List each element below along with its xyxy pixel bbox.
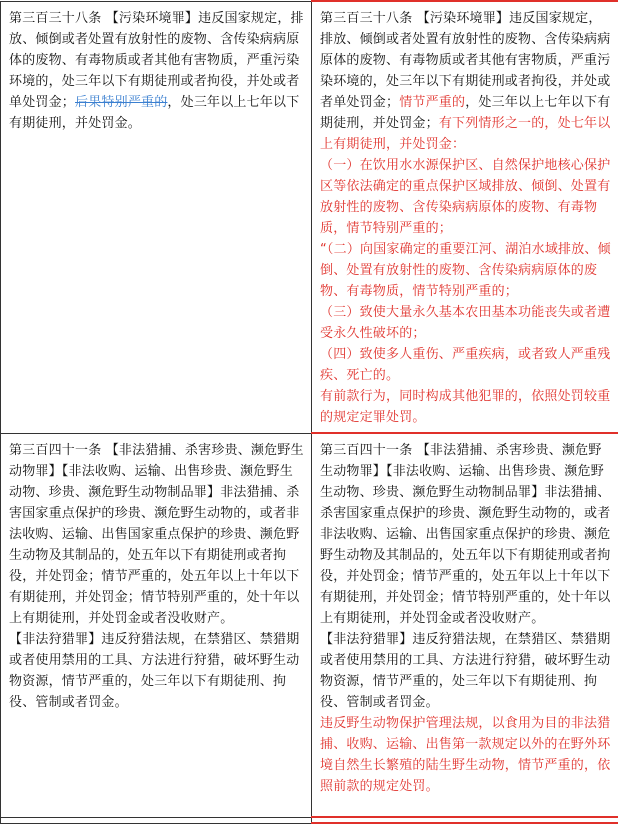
amended-article-338-cell bbox=[312, 1, 618, 433]
item-4: （四）致使多人重伤、严重疾病，或者致人严重残疾、死亡的。 bbox=[320, 344, 614, 386]
table-row bbox=[1, 1, 618, 433]
article-341-added-para3: 违反野生动物保护管理法规，以食用为目的非法猎捕、收购、运输、出售第一款规定以外的在野外环境自然生长繁殖的陆生野生动物，情节严重的，依照前款的规定处罚。 bbox=[320, 713, 614, 797]
article-341-amended-para2: 【非法狩猎罪】违反狩猎法规，在禁猎区、禁猎期或者使用禁用的工具、方法进行狩猎，破坏野生动物资源，情节严重的，处三年以下有期徒刑、拘役、管制或者罚金。 bbox=[320, 629, 614, 713]
item-3: （三）致使大量永久基本农田基本功能丧失或者遭受永久性破坏的； bbox=[320, 302, 614, 344]
empty-cell bbox=[1, 817, 312, 823]
table-row bbox=[1, 433, 618, 817]
item-1: （一）在饮用水水源保护区、自然保护地核心保护区等依法确定的重点保护区域排放、倾倒、处置有放射性的废物、含传染病病原体的废物、有毒物质，情节特别严重的； bbox=[320, 155, 614, 239]
item-2: “（二）向国家确定的重要江河、湖泊水域排放、倾倒、处置有放射性的废物、含传染病病原体的废物、有毒物质，情节特别严重的； bbox=[320, 239, 614, 302]
closing-clause: 有前款行为，同时构成其他犯罪的，依照处罚较重的规定定罪处罚。 bbox=[320, 386, 614, 428]
original-article-341-cell bbox=[1, 433, 312, 817]
original-article-338-cell bbox=[1, 1, 312, 433]
table-row bbox=[1, 817, 618, 823]
article-341-original-para2: 【非法狩猎罪】违反狩猎法规，在禁猎区、禁猎期或者使用禁用的工具、方法进行狩猎，破坏野生动物资源，情节严重的，处三年以下有期徒刑、拘役、管制或者罚金。 bbox=[9, 629, 305, 713]
article-338-original-text: 第三百三十八条 【污染环境罪】违反国家规定，排放、倾倒或者处置有放射性的废物、含传染病病原体的废物、有毒物质或者其他有害物质，严重污染环境的，处三年以下有期徒刑或者拘役，并处或者单处罚金；后果特别严重的，处三年以上七年以下有期徒刑，并处罚金。 bbox=[9, 8, 305, 134]
article-338-amended-text: 第三百三十八条 【污染环境罪】违反国家规定，排放、倾倒或者处置有放射性的废物、含传染病病原体的废物、有毒物质或者其他有害物质，严重污染环境的，处三年以下有期徒刑或者拘役，并处或者单处罚金；情节严重的，处三年以上七年以下有期徒刑，并处罚金；有下列情形之一的，处七年以上有期徒刑，并处罚金： bbox=[320, 8, 614, 155]
article-341-original-para1: 第三百四十一条 【非法猎捕、杀害珍贵、濒危野生动物罪】【非法收购、运输、出售珍贵、濒危野生动物、珍贵、濒危野生动物制品罪】非法猎捕、杀害国家重点保护的珍贵、濒危野生动物的，或者非法收购、运输、出售国家重点保护的珍贵、濒危野生动物及其制品的，处五年以下有期徒刑或者拘役，并处罚金；情节严重的，处五年以上十年以下有期徒刑，并处罚金；情节特别严重的，处十年以上有期徒刑，并处罚金或者没收财产。 bbox=[9, 440, 305, 629]
amended-article-341-cell bbox=[312, 433, 618, 817]
added-text: 有下列情形之一的，处七年以上有期徒刑，并处罚金： bbox=[320, 116, 610, 152]
added-text: 情节严重的 bbox=[399, 95, 465, 110]
deleted-text: 后果特别严重的 bbox=[75, 95, 167, 110]
empty-cell bbox=[312, 817, 618, 823]
article-341-amended-para1: 第三百四十一条 【非法猎捕、杀害珍贵、濒危野生动物罪】【非法收购、运输、出售珍贵、濒危野生动物、珍贵、濒危野生动物制品罪】非法猎捕、杀害国家重点保护的珍贵、濒危野生动物的，或者非法收购、运输、出售国家重点保护的珍贵、濒危野生动物及其制品的，处五年以下有期徒刑或者拘役，并处罚金；情节严重的，处五年以上十年以下有期徒刑，并处罚金；情节特别严重的，处十年以上有期徒刑，并处罚金或者没收财产。 bbox=[320, 440, 614, 629]
